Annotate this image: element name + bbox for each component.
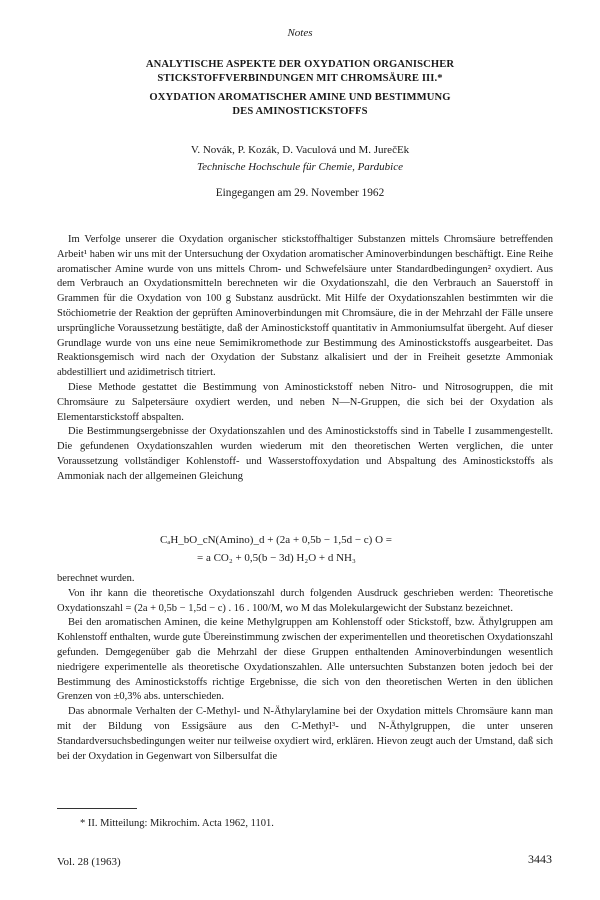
affiliation: Technische Hochschule für Chemie, Pardubice bbox=[196, 161, 403, 173]
title-line-1: ANALYTISCHE ASPEKTE DER OXYDATION ORGANISCHER bbox=[145, 59, 455, 70]
authors: V. Novák, P. Kozák, D. Vaculová und M. JurečEk bbox=[190, 144, 410, 156]
title-line-2: STICKSTOFFVERBINDUNGEN MIT CHROMSÄURE III.* bbox=[157, 73, 443, 84]
equation-line-2: = a CO₂ + 0,5(b − 3d) H₂O + d NH₃ bbox=[197, 552, 356, 564]
paragraph-3: Die Bestimmungsergebnisse der Oxydationszahlen und des Aminostickstoffs sind in Tabelle I zusammengestellt. Die gefundenen Oxydationszahlen wurden wiederum mit den theoretischen Werten verglichen, die unter Voraussetzung vollständiger Kohlenstoff- und Wasserstoffoxydation und Abspaltung des Aminostickstoffs als Ammoniak nach der allgemeinen Gleichung bbox=[57, 426, 553, 482]
footnote-rule bbox=[57, 808, 137, 809]
paragraph-7: Das abnormale Verhalten der C-Methyl- und N-Äthylarylamine bei der Oxydation mittels Chromsäure kann man mit der Bildung von Essigsäure aus den C-Methyl³- und N-Äthylgruppen, die unter unseren Standardversuchsbedingungen weiter nur teilweise oxydiert wird, erklären. Hievon zeugt auch der Umstand, daß sich bei der Oxydation in Gegenwart von Silbersulfat die bbox=[57, 706, 553, 762]
title-line-4: DES AMINOSTICKSTOFFS bbox=[232, 106, 368, 117]
paragraph-2: Diese Methode gestattet die Bestimmung von Aminostickstoff neben Nitro- und Nitrosogruppen, die mit Chromsäure zu Salpetersäure oxydiert werden, und neben N—N-Gruppen, die sich bei der Oxydation als Elementarstickstoff abspalten. bbox=[57, 381, 553, 423]
paragraph-1: Im Verfolge unserer die Oxydation organischer stickstoffhaltiger Substanzen mittels Chromsäure betreffenden Arbeit¹ haben wir uns mit der Untersuchung der Oxydation aromatischer Aminoverbindungen beschäftigt. Eine Reihe aromatischer Amine wurde von uns mittels Chrom- und Schwefelsäure unter Standardbedingungen² oxydiert. Aus dem Verbrauch an Oxydationsmitteln berechneten wir die Oxydationszahl, die den Verbrauch an Sauerstoff in Grammen für die Oxydation von 100 g Substanz ausdrückt. Mit Hilfe der Oxydationszahlen bestimmten wir die Stöchiometrie der Reaktion der geprüften Aminoverbindungen mit Chromsäure, die in der Mehrzahl der Fälle unsere ursprüngliche Voraussetzung bestätigte, daß der Aminostickstoff quantitativ in Ammoniumsulfat übergeht. Auf dieser Grundlage wurde von uns eine neue Semimikromethode zur Bestimmung des Aminostickstoffs ausgearbeitet. Das Reaktionsgemisch wird nach der Oxydation der Substanz alkalisiert und der in Freiheit gesetzte Ammoniak abdestilliert und azidimetrisch titriert. bbox=[57, 234, 553, 379]
page-number: 3443 bbox=[528, 852, 552, 866]
article-title bbox=[60, 58, 540, 119]
title-line-3: OXYDATION AROMATISCHER AMINE UND BESTIMMUNG bbox=[149, 92, 451, 103]
equation-line-1: CₐH_bO_cN(Amino)_d + (2a + 0,5b − 1,5d − c) O = bbox=[160, 534, 392, 546]
received-date: Eingegangen am 29. November 1962 bbox=[215, 187, 385, 199]
body-section-1 bbox=[57, 233, 553, 485]
footnote: * II. Mitteilung: Mikrochim. Acta 1962, 1101. bbox=[80, 818, 274, 829]
paragraph-5: Von ihr kann die theoretische Oxydationszahl durch folgenden Ausdruck geschrieben werden: Theoretische Oxydationszahl = (2a + 0,5b − 1,5d − c) . 16 . 100/M, wo M das Molekulargewicht der Substanz bezeichnet. bbox=[57, 587, 553, 614]
paragraph-6: Bei den aromatischen Aminen, die keine Methylgruppen am Kohlenstoff oder Stickstoff, bzw. Äthylgruppen am Kohlenstoff enthalten, wurde gute Übereinstimmung zwischen der experimentellen und theoretischen Oxydationszahl gefunden. Demgegenüber gab die Mehrzahl der diese Gruppen enthaltenden Aminoverbindungen wesentlich niedrigere experimentelle als theoretische Oxydationszahlen. Alle untersuchten Substanzen boten jedoch bei der Bestimmung des Aminostickstoffs richtige Ergebnisse, die sich von den theoretischen Werten in den üblichen Grenzen von ±0,3% abs. unterschieden. bbox=[57, 617, 553, 703]
running-head: Notes bbox=[287, 27, 313, 39]
paragraph-4: berechnet wurden. bbox=[57, 573, 135, 584]
body-section-2 bbox=[57, 572, 553, 764]
volume-info: Vol. 28 (1963) bbox=[57, 856, 121, 868]
